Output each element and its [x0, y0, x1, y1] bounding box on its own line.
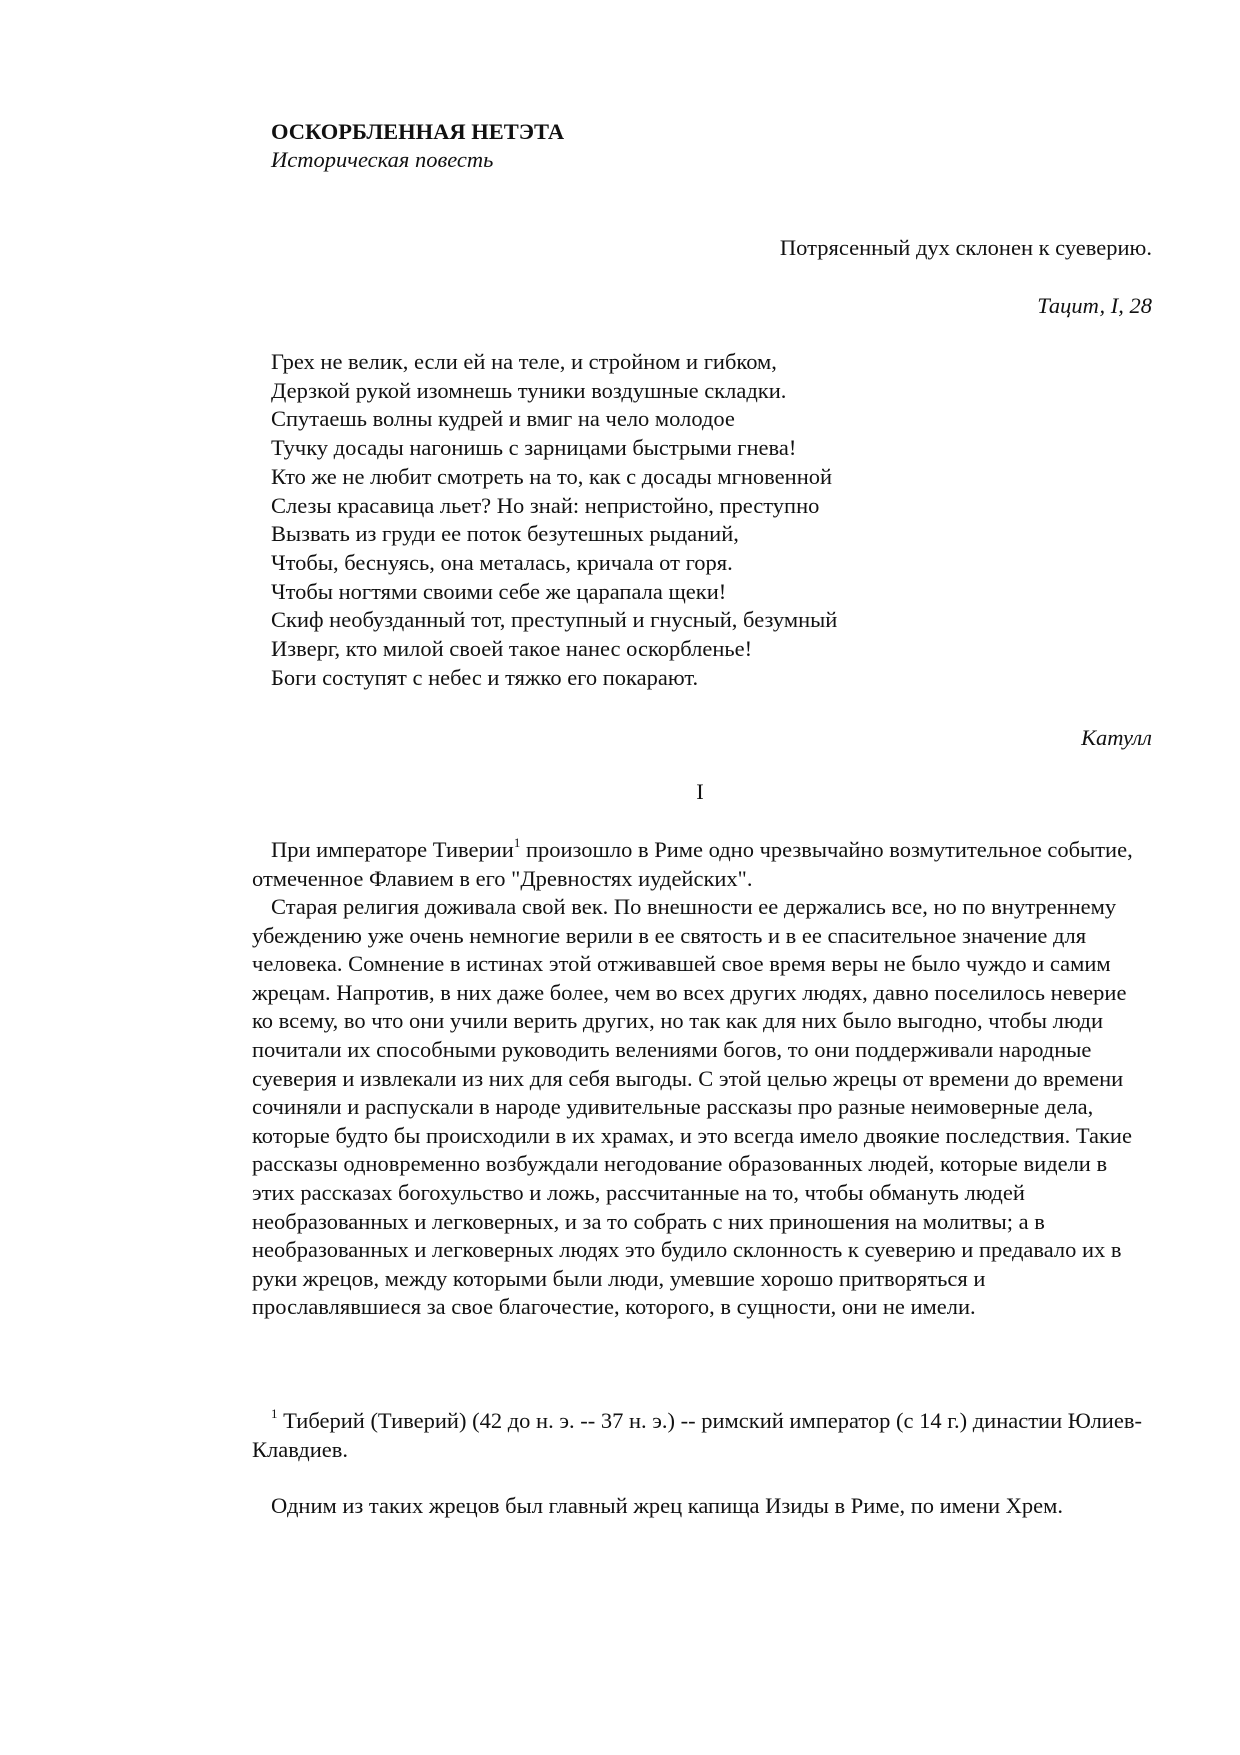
- poem-line: Кто же не любит смотреть на то, как с досады мгновенной: [271, 463, 833, 489]
- footnote-text: Тиберий (Тиверий) (42 до н. э. -- 37 н. э.) -- римский император (с 14 г.) династии Юлиев-Клавдиев.: [252, 1408, 1142, 1462]
- poem-line: Слезы красавица льет? Но знай: непристойно, преступно: [271, 492, 820, 518]
- footnote: [252, 1406, 1152, 1464]
- story-title: ОСКОРБЛЕННАЯ НЕТЭТА: [271, 119, 565, 144]
- paragraph-3: [252, 1492, 1152, 1521]
- epigraph-quote: Потрясенный дух склонен к суеверию.: [779, 235, 1152, 260]
- poem-line: Тучку досады нагонишь с зарницами быстрыми гнева!: [271, 435, 797, 461]
- chapter-heading: I: [696, 779, 704, 804]
- footnote-reference[interactable]: 1: [513, 834, 521, 850]
- poem-line: Чтобы, беснуясь, она металась, кричала от горя.: [271, 549, 733, 575]
- paragraph-1-text-end: произошло в Риме одно чрезвычайно возмутительное событие, отмеченное Флавием в его "Древностях иудейских".: [252, 837, 1133, 891]
- poem-epigraph: [271, 348, 837, 692]
- paragraph-2: [252, 893, 1152, 1322]
- paragraph-1: [252, 836, 1152, 893]
- poem-line: Изверг, кто милой своей такое нанес оскорбленье!: [271, 636, 753, 662]
- poem-line: Дерзкой рукой изомнешь туники воздушные складки.: [271, 377, 787, 403]
- poem-line: Чтобы ногтями своими себе же царапала щеки!: [271, 578, 727, 604]
- paragraph-3-text: Одним из таких жрецов был главный жрец капища Изиды в Риме, по имени Хрем.: [271, 1493, 1063, 1518]
- poem-attribution: Катулл: [1081, 725, 1152, 750]
- poem-line: Боги соступят с небес и тяжко его покарают.: [271, 664, 699, 690]
- paragraph-2-text: Старая религия доживала свой век. По внешности ее держались все, но по внутреннему убеждению уже очень немногие верили в ее святость и в ее спасительное значение для человека. Сомнение в истинах этой отживавшей свое время веры не было чуждо и самим жрецам. Напротив, в них даже более, чем во всех других людях, давно поселилось неверие ко всему, во что они учили верить других, но так как для них было выгодно, чтобы люди почитали их способными руководить велениями богов, то они поддерживали народные суеверия и извлекали из них для себя выгоды. С этой целью жрецы от времени до времени сочиняли и распускали в народе удивительные рассказы про разные неимоверные дела, которые будто бы происходили в их храмах, и это всегда имело двоякие последствия. Такие рассказы одновременно возбуждали негодование образованных людей, которые видели в этих рассказах богохульство и ложь, рассчитанные на то, чтобы обмануть людей необразованных и легковерных, и за то собрать с них приношения на молитвы; а в необразованных и легковерных людях это будило склонность к суеверию и предавало их в руки жрецов, между которыми были люди, умевшие хорошо притворяться и прославлявшиеся за свое благочестие, которого, в сущности, они не имели.: [252, 894, 1132, 1320]
- paragraph-1-text-start: При императоре Тиверии: [271, 837, 514, 862]
- poem-line: Спутаешь волны кудрей и вмиг на чело молодое: [271, 406, 735, 432]
- poem-line: Вызвать из груди ее поток безутешных рыданий,: [271, 521, 739, 547]
- epigraph-attribution: Тацит, I, 28: [1037, 293, 1152, 318]
- story-subtitle: Историческая повесть: [271, 147, 494, 172]
- poem-line: Грех не велик, если ей на теле, и стройном и гибком,: [271, 349, 777, 374]
- footnote-marker: 1: [271, 1405, 278, 1421]
- poem-line: Скиф необузданный тот, преступный и гнусный, безумный: [271, 607, 838, 633]
